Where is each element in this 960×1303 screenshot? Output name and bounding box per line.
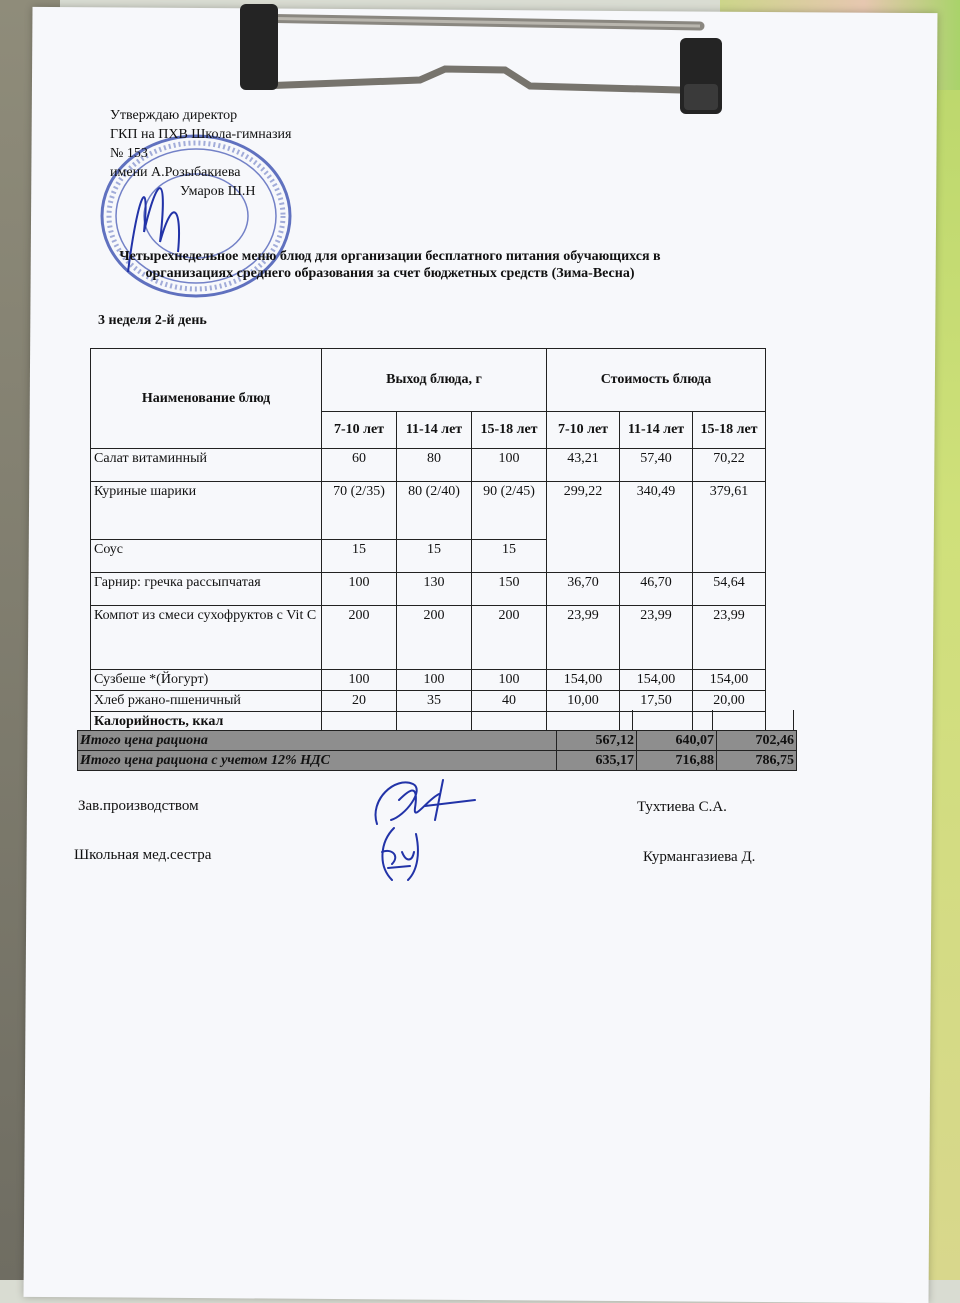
table-row [91,606,766,670]
nurse-role: Школьная мед.сестра [74,847,212,863]
yield-cell: 100 [322,670,397,691]
yield-cell: 100 [472,449,547,482]
table-row [91,449,766,482]
cost-cell: 46,70 [620,573,693,606]
header-yield-age: 15-18 лет [472,412,547,449]
production-name: Тухтиева С.А. [637,799,727,815]
yield-cell: 15 [322,540,397,573]
header-cost-age: 7-10 лет [547,412,620,449]
cost-cell: 23,99 [693,606,766,670]
yield-cell: 60 [322,449,397,482]
yield-cell: 35 [397,691,472,712]
cost-cell: 299,22 [547,482,620,573]
cost-cell: 154,00 [620,670,693,691]
total-vat-label: Итого цена рациона с учетом 12% НДС [78,751,557,771]
dish-name: Компот из смеси сухофруктов с Vit C [91,606,322,670]
total-row [78,731,797,751]
header-yield-age: 7-10 лет [322,412,397,449]
day-label: 3 неделя 2-й день [98,313,207,328]
yield-cell: 40 [472,691,547,712]
yield-cell: 200 [397,606,472,670]
total-vat-value: 786,75 [717,751,797,771]
yield-cell: 200 [322,606,397,670]
cost-cell: 23,99 [620,606,693,670]
cost-cell: 57,40 [620,449,693,482]
cost-cell: 379,61 [693,482,766,573]
header-yield: Выход блюда, г [322,349,547,412]
dish-name: Куриные шарики [91,482,322,540]
yield-cell: 15 [472,540,547,573]
nurse-name: Курмангазиева Д. [643,849,756,865]
yield-cell: 80 [397,449,472,482]
yield-cell: 20 [322,691,397,712]
dish-name: Салат витаминный [91,449,322,482]
dish-name: Гарнир: гречка рассыпчатая [91,573,322,606]
cost-cell: 340,49 [620,482,693,573]
table-row [91,670,766,691]
yield-cell: 100 [397,670,472,691]
production-role: Зав.производством [78,798,199,814]
nurse-signature [370,822,440,888]
yield-cell: 80 (2/40) [397,482,472,540]
dish-name: Соус [91,540,322,573]
cost-cell: 20,00 [693,691,766,712]
yield-cell: 200 [472,606,547,670]
cost-cell: 54,64 [693,573,766,606]
calories-label: Калорийность, ккал [91,712,322,733]
cost-cell: 154,00 [547,670,620,691]
spacer-grid [632,710,794,730]
clipboard-clip-icon [240,4,730,114]
yield-cell: 130 [397,573,472,606]
approval-line-3: № 153 [110,146,148,161]
total-vat-value: 716,88 [637,751,717,771]
table-row [91,573,766,606]
total-value: 702,46 [717,731,797,751]
director-name: Умаров Ш.Н [180,184,256,199]
cost-cell: 23,99 [547,606,620,670]
yield-cell: 150 [472,573,547,606]
dish-name: Хлеб ржано-пшеничный [91,691,322,712]
yield-cell: 70 (2/35) [322,482,397,540]
header-cost-age: 11-14 лет [620,412,693,449]
total-value: 567,12 [557,731,637,751]
menu-table [90,348,766,733]
total-vat-value: 635,17 [557,751,637,771]
total-value: 640,07 [637,731,717,751]
yield-cell: 90 (2/45) [472,482,547,540]
dish-name: Сузбеше *(Йогурт) [91,670,322,691]
approval-line-2: ГКП на ПХВ Школа-гимназия [110,127,292,142]
cost-cell: 43,21 [547,449,620,482]
cost-cell: 10,00 [547,691,620,712]
approval-line-1: Утверждаю директор [110,108,238,123]
document-title: Четырехнедельное меню блюд для организации бесплатного питания обучающихся в организациях среднего образования за счет бюджетных средств (Зима-Весна) [119,249,661,281]
total-vat-row [78,751,797,771]
total-label: Итого цена рациона [78,731,557,751]
yield-cell: 15 [397,540,472,573]
table-row [91,482,766,540]
cost-cell: 154,00 [693,670,766,691]
table-row [91,691,766,712]
yield-cell: 100 [472,670,547,691]
approval-block [110,106,291,201]
header-cost-age: 15-18 лет [693,412,766,449]
cost-cell: 70,22 [693,449,766,482]
cost-cell: 36,70 [547,573,620,606]
header-cost: Стоимость блюда [547,349,766,412]
yield-cell: 100 [322,573,397,606]
approval-line-4: имени А.Розыбакиева [110,165,241,180]
cost-cell: 17,50 [620,691,693,712]
header-dish-name: Наименование блюд [91,349,322,449]
totals-table [77,730,797,771]
header-yield-age: 11-14 лет [397,412,472,449]
